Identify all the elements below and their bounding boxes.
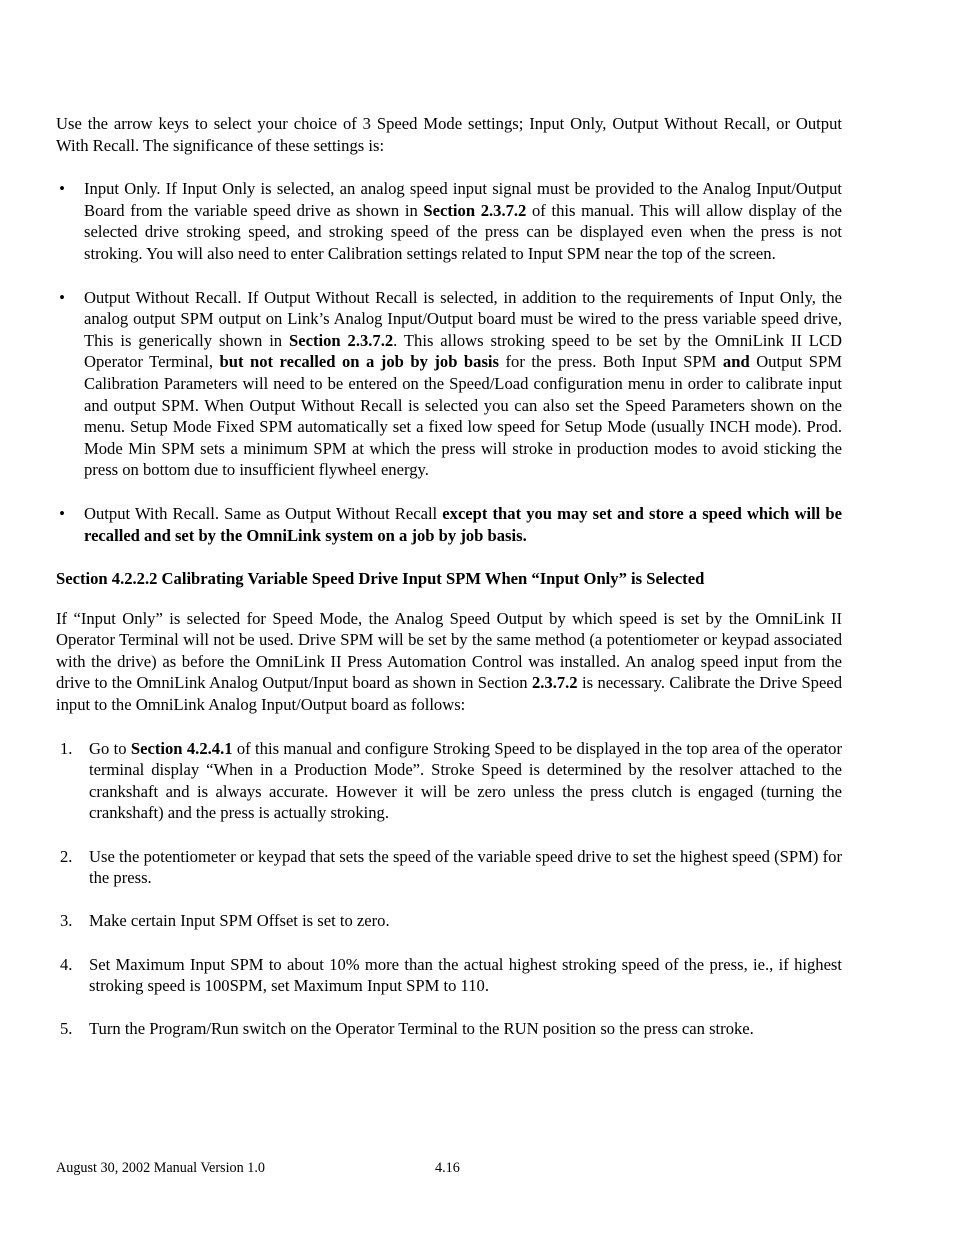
section-ref: Section 2.3.7.2 (423, 200, 527, 220)
input-only-paragraph: If “Input Only” is selected for Speed Mode, the Analog Speed Output by which speed is set by the OmniLink II Operator Terminal will not be used. Drive SPM will be set by the same method (a potentiometer or keypad associated with the drive) as before the OmniLink II Press Automation Control was installed. An analog speed input from the drive to the OmniLink Analog Output/Input board as shown in Section 2.3.7.2 is necessary. Calibrate the Drive Speed input to the OmniLink Analog Input/Output board as follows: (56, 608, 842, 715)
step-number: 2. (60, 846, 73, 866)
step-item: 5. Turn the Program/Run switch on the Operator Terminal to the RUN position so the press can stroke. (60, 1019, 754, 1039)
page-number: 4.16 (435, 1160, 460, 1176)
step-item: 4. Set Maximum Input SPM to about 10% more than the actual highest stroking speed of the press, ie., if highest stroking speed is 100SPM, set Maximum Input SPM to 110. (60, 954, 842, 996)
section-ref: Section 2.3.7.2 (289, 330, 394, 350)
step-number: 5. (60, 1019, 73, 1039)
list-item-output-with-recall: • Output With Recall. Same as Output Without Recall except that you may set and store a speed which will be recalled and set by the OmniLink system on a job by job basis. (56, 503, 842, 546)
intro-paragraph: Use the arrow keys to select your choice of 3 Speed Mode settings; Input Only, Output Without Recall, or Output With Recall. The significance of these settings is: (56, 114, 842, 155)
footer-date-version: August 30, 2002 Manual Version 1.0 (56, 1160, 265, 1176)
bullet-icon: • (59, 503, 65, 523)
section-ref: Section 4.2.4.1 (130, 738, 233, 758)
step-item: 2. Use the potentiometer or keypad that sets the speed of the variable speed drive to set the highest speed (SPM) for the press. (60, 846, 842, 888)
list-item-output-without-recall: • Output Without Recall. If Output Without Recall is selected, in addition to the requirements of Input Only, the analog output SPM output on Link’s Analog Input/Output board must be wired to the press variable speed drive, This is generically shown in Section 2.3.7.2. This allows stroking speed to be set by the OmniLink II LCD Operator Terminal, but not recalled on a job by job basis for the press. Both Input SPM and Output SPM Calibration Parameters will need to be entered on the Speed/Load configuration menu in order to calibrate input and output SPM. When Output Without Recall is selected you can also set the Speed Parameters shown on the menu. Setup Mode Fixed SPM automatically set a fixed low speed for Setup Mode (usually INCH mode). Prod. Mode Min SPM sets a minimum SPM at which the press will stroke in production modes to avoid sticking the press on bottom due to insufficient flywheel energy. (56, 287, 842, 481)
section-heading: Section 4.2.2.2 Calibrating Variable Speed Drive Input SPM When “Input Only” is Selected (56, 569, 705, 589)
section-ref: 2.3.7.2 (531, 673, 578, 693)
bullet-icon: • (59, 287, 65, 307)
step-number: 4. (60, 954, 73, 974)
speed-mode-list (56, 178, 842, 546)
calibration-steps (56, 738, 842, 1040)
step-item: 1. Go to Section 4.2.4.1 of this manual and configure Stroking Speed to be displayed in the top area of the operator terminal display “When in a Production Mode”. Stroke Speed is determined by the resolver attached to the crankshaft and is always accurate. However it will be zero unless the press clutch is engaged (turning the crankshaft) and the press is actually stroking. (60, 738, 842, 823)
step-number: 3. (60, 911, 73, 931)
document-body (56, 113, 842, 1062)
step-number: 1. (60, 738, 73, 758)
bullet-icon: • (59, 179, 65, 199)
step-item: 3. Make certain Input SPM Offset is set to zero. (60, 911, 390, 931)
list-item-input-only: • Input Only. If Input Only is selected, an analog speed input signal must be provided to the Analog Input/Output Board from the variable speed drive as shown in Section 2.3.7.2 of this manual. This will allow display of the selected drive stroking speed, and stroking speed of the press can be displayed even when the press is not stroking. You will also need to enter Calibration settings related to Input SPM near the top of the screen. (56, 178, 842, 264)
